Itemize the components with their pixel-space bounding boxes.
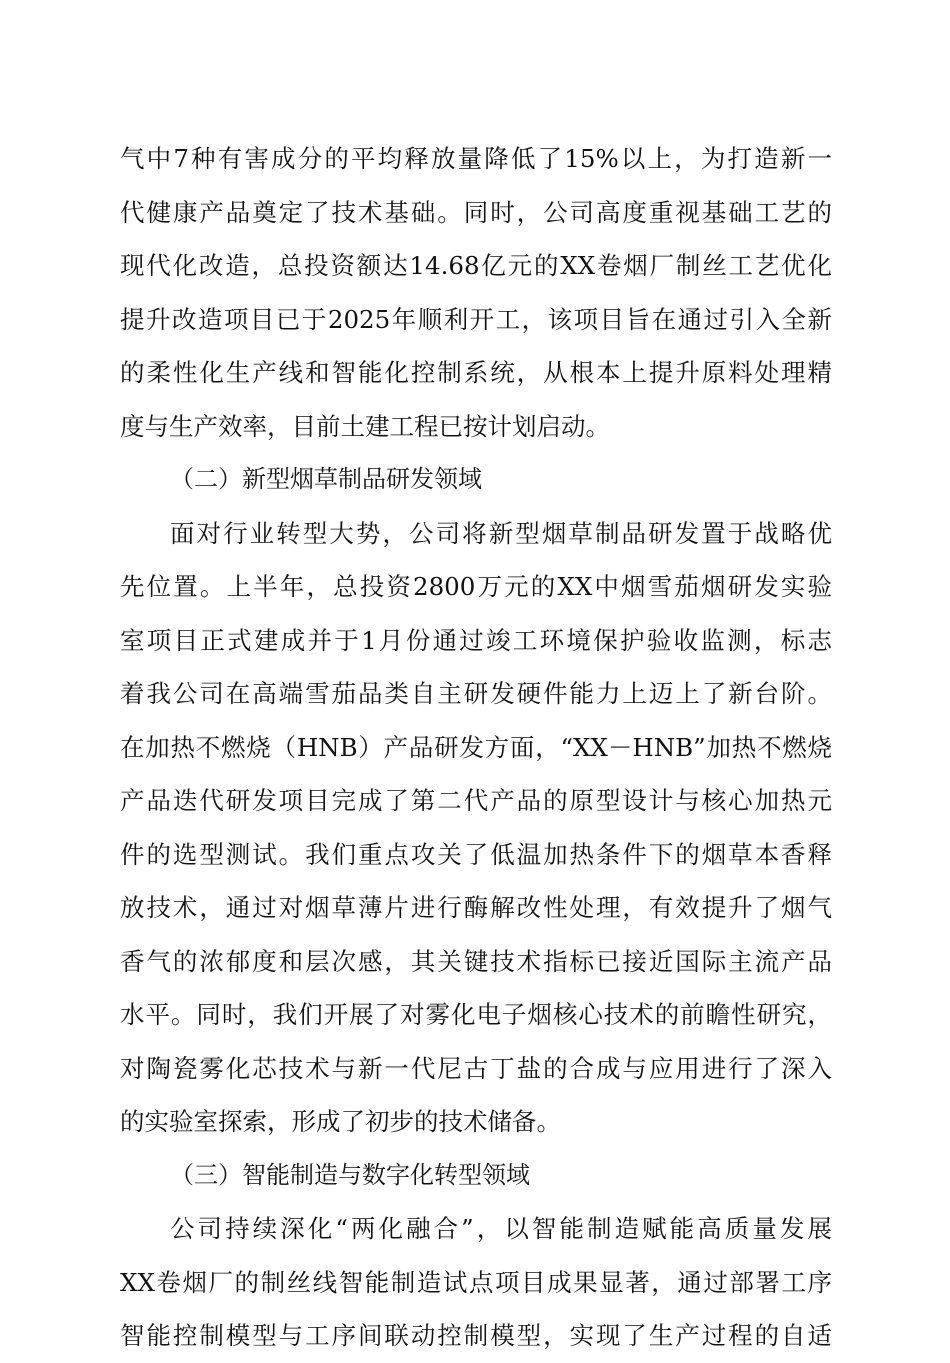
document-body [120, 132, 832, 1363]
text-line: 气中7种有害成分的平均释放量降低了15%以上，为打造新一 [120, 144, 832, 173]
text-line: 代健康产品奠定了技术基础。同时，公司高度重视基础工艺的 [120, 197, 832, 227]
text-line: 着我公司在高端雪茄品类自主研发硬件能力上迈上了新台阶。 [120, 679, 832, 708]
section-heading: （二）新型烟草制品研发领域 [170, 465, 482, 493]
text-line: XX卷烟厂的制丝线智能制造试点项目成果显著，通过部署工序 [120, 1267, 832, 1297]
text-line: 在加热不燃烧（HNB）产品研发方面，“XX－HNB”加热不燃烧 [120, 732, 832, 762]
text-line: 室项目正式建成并于1月份通过竣工环境保护验收监测，标志 [120, 625, 832, 655]
text-line: 提升改造项目已于2025年顺利开工，该项目旨在通过引入全新 [120, 304, 832, 334]
text-line: 的柔性化生产线和智能化控制系统，从根本上提升原料处理精 [120, 358, 832, 387]
text-line: 水平。同时，我们开展了对雾化电子烟核心技术的前瞻性研究， [120, 1000, 832, 1029]
text-line: 先位置。上半年，总投资2800万元的XX中烟雪茄烟研发实验 [120, 572, 832, 601]
text-line: 现代化改造，总投资额达14.68亿元的XX卷烟厂制丝工艺优化 [120, 251, 832, 280]
text-line: 件的选型测试。我们重点攻关了低温加热条件下的烟草本香释 [120, 839, 832, 869]
text-line: 对陶瓷雾化芯技术与新一代尼古丁盐的合成与应用进行了深入 [120, 1053, 832, 1083]
text-line: 智能控制模型与工序间联动控制模型，实现了生产过程的自适 [120, 1321, 832, 1350]
text-line: 公司持续深化“两化融合”，以智能制造赋能高质量发展 [170, 1214, 832, 1243]
text-line: 度与生产效率，目前土建工程已按计划启动。 [120, 411, 610, 441]
text-line: 面对行业转型大势，公司将新型烟草制品研发置于战略优 [170, 518, 832, 548]
text-line: 香气的浓郁度和层次感，其关键技术指标已接近国际主流产品 [120, 946, 832, 976]
text-line: 的实验室探索，形成了初步的技术储备。 [120, 1107, 561, 1136]
text-line: 放技术，通过对烟草薄片进行酶解改性处理，有效提升了烟气 [120, 893, 832, 922]
section-heading: （三）智能制造与数字化转型领域 [170, 1160, 530, 1189]
text-line: 产品迭代研发项目完成了第二代产品的原型设计与核心加热元 [120, 786, 832, 815]
